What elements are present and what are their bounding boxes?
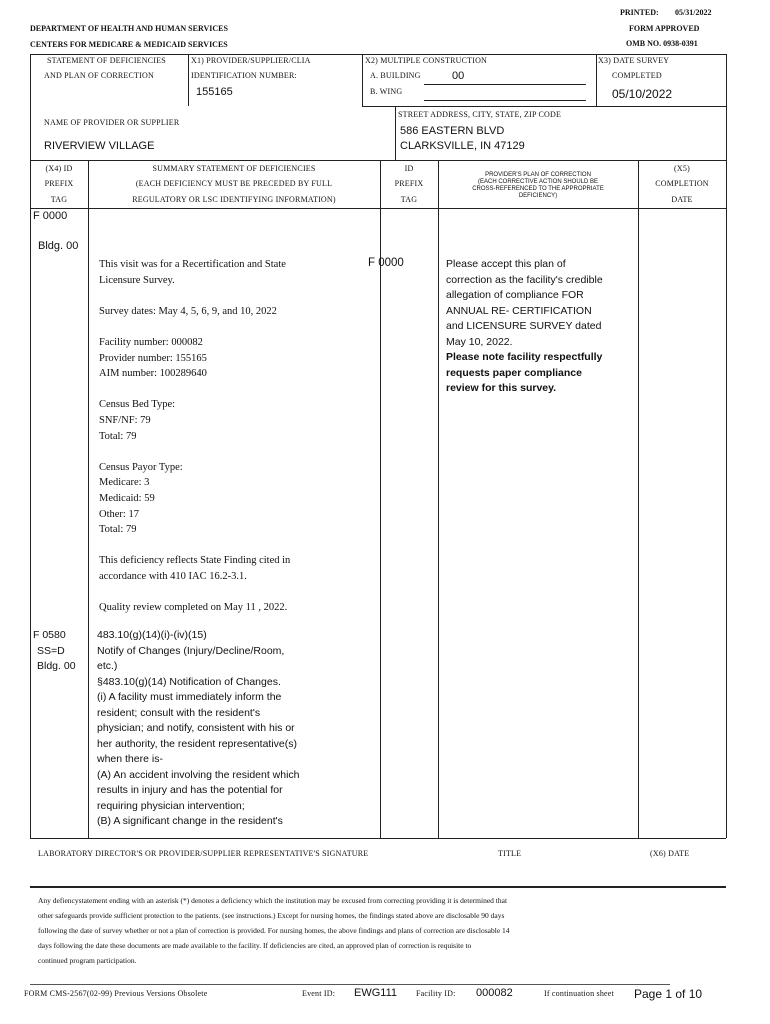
facility-id-label: Facility ID: bbox=[416, 989, 456, 998]
summary-para-7 bbox=[99, 600, 377, 616]
summary-line: Total: 79 bbox=[99, 524, 137, 536]
summary-para-6 bbox=[99, 553, 377, 584]
summary-para-3 bbox=[99, 335, 377, 382]
printed-date: 05/31/2022 bbox=[675, 8, 712, 17]
summary-para-4 bbox=[99, 397, 377, 444]
plan-line: allegation of compliance FOR bbox=[446, 289, 584, 301]
x4-id-header: (X4) ID bbox=[45, 164, 73, 173]
summary-line: This visit was for a Recertification and State bbox=[99, 259, 286, 270]
plan-line: and LICENSURE SURVEY dated bbox=[446, 320, 602, 332]
reg-line: her authority, the resident representative(s) bbox=[97, 737, 297, 750]
reg-line: when there is- bbox=[97, 753, 163, 765]
summary-line: This deficiency reflects State Finding cited in bbox=[99, 555, 291, 567]
x6-date-label: (X6) DATE bbox=[650, 849, 690, 858]
city-state-zip: CLARKSVILLE, IN 47129 bbox=[400, 140, 525, 152]
plan-of-correction-label: AND PLAN OF CORRECTION bbox=[44, 71, 154, 80]
form-approved: FORM APPROVED bbox=[629, 24, 700, 33]
summary-para-5 bbox=[99, 460, 377, 538]
omb-number: OMB NO. 0938-0391 bbox=[626, 39, 698, 48]
summary-line: SNF/NF: 79 bbox=[99, 414, 151, 426]
completed-label: COMPLETED bbox=[612, 71, 662, 80]
plan-bold-line: review for this survey. bbox=[446, 382, 557, 394]
street-address: 586 EASTERN BLVD bbox=[400, 125, 505, 137]
plan-line: Please accept this plan of bbox=[446, 258, 566, 270]
summary-header-3: REGULATORY OR LSC IDENTIFYING INFORMATION) bbox=[132, 195, 336, 204]
id-tag-header: TAG bbox=[400, 195, 418, 204]
summary-header-1: SUMMARY STATEMENT OF DEFICIENCIES bbox=[152, 164, 316, 173]
plan-of-correction-text bbox=[446, 257, 636, 397]
summary-line: Census Bed Type: bbox=[99, 399, 176, 411]
reg-line: 483.10(g)(14)(i)-(iv)(15) bbox=[97, 629, 207, 641]
provider-name-label: NAME OF PROVIDER OR SUPPLIER bbox=[44, 118, 180, 127]
multiple-construction-label: X2) MULTIPLE CONSTRUCTION bbox=[365, 56, 488, 65]
summary-statement bbox=[99, 257, 377, 616]
reg-line: requiring physician intervention; bbox=[97, 799, 245, 812]
printed-label: PRINTED: bbox=[620, 8, 659, 17]
summary-line: Total: 79 bbox=[99, 430, 137, 442]
summary-header-2: (EACH DEFICIENCY MUST BE PRECEDED BY FULL bbox=[135, 179, 333, 188]
provider-id-label: X1) PROVIDER/SUPPLIER/CLIA bbox=[191, 56, 311, 65]
reg-line: §483.10(g)(14) Notification of Changes. bbox=[97, 675, 281, 688]
summary-line: Medicaid: 59 bbox=[99, 492, 155, 504]
tag-f0580-code: F 0580 bbox=[33, 629, 66, 641]
building-label: A. BUILDING bbox=[370, 71, 421, 80]
reg-line: Notify of Changes (Injury/Decline/Room, bbox=[97, 644, 285, 657]
tag-f0580 bbox=[33, 628, 76, 675]
reg-line: physician; and notify, consistent with his or bbox=[97, 722, 295, 734]
x5-header: (X5) bbox=[674, 164, 690, 173]
event-id-label: Event ID: bbox=[302, 989, 336, 998]
notice-line: other safeguards provide sufficient protection to the patients. (see instructions.) Except for nursing homes, the findings stated above are disclosable 90 days bbox=[38, 911, 505, 920]
summary-line: Other: 17 bbox=[99, 508, 139, 520]
plan-line: May 10, 2022. bbox=[446, 335, 513, 348]
f0580-regulation-text bbox=[97, 628, 377, 830]
survey-date-value: 05/10/2022 bbox=[612, 87, 673, 101]
x5-date-header: DATE bbox=[671, 195, 693, 204]
summary-para-1 bbox=[99, 257, 377, 288]
plan-header-1: PROVIDER'S PLAN OF CORRECTION bbox=[485, 172, 591, 178]
provider-id-value: 155165 bbox=[196, 86, 233, 98]
continuation-label: If continuation sheet bbox=[544, 989, 614, 998]
plan-line: ANNUAL RE- CERTIFICATION bbox=[446, 304, 592, 317]
plan-line: correction as the facility's credible bbox=[446, 273, 603, 286]
building-value: 00 bbox=[452, 70, 465, 82]
identification-number-label: IDENTIFICATION NUMBER: bbox=[191, 71, 297, 80]
x4-tag-header: TAG bbox=[50, 195, 68, 204]
summary-line: Provider number: 155165 bbox=[99, 352, 207, 364]
notice-line: days following the date these documents are made available to the facility. If deficiencies are cited, an approved plan of correction is requisite to bbox=[38, 941, 472, 950]
plan-header-2: (EACH CORRECTIVE ACTION SHOULD BE bbox=[477, 179, 599, 185]
event-id-value: EWG111 bbox=[354, 987, 397, 999]
page-number: Page 1 of 10 bbox=[634, 987, 703, 1001]
facility-id-value: 000082 bbox=[476, 987, 513, 999]
summary-line: Licensure Survey. bbox=[99, 274, 175, 286]
statement-label: STATEMENT OF DEFICIENCIES bbox=[47, 56, 166, 65]
summary-line: AIM number: 100289640 bbox=[99, 368, 207, 380]
summary-line: Census Payor Type: bbox=[99, 461, 183, 473]
notice-line: continued program participation. bbox=[38, 956, 137, 965]
reg-line: (B) A significant change in the resident's bbox=[97, 815, 283, 827]
id-header: ID bbox=[404, 164, 414, 173]
summary-line: Quality review completed on May 11 , 2022. bbox=[99, 602, 288, 614]
notice-line: following the date of survey whether or not a plan of correction is provided. For nursing homes, the above findings and plans of correction are disclosable 14 bbox=[38, 926, 510, 935]
x4-prefix-header: PREFIX bbox=[44, 179, 74, 188]
summary-line: accordance with 410 IAC 16.2-3.1. bbox=[99, 570, 247, 582]
reg-line: resident; consult with the resident's bbox=[97, 706, 261, 719]
title-label: TITLE bbox=[498, 849, 522, 858]
provider-name: RIVERVIEW VILLAGE bbox=[44, 140, 155, 152]
plan-bold-line: Please note facility respectfully bbox=[446, 351, 603, 363]
summary-line: Survey dates: May 4, 5, 6, 9, and 10, 2022 bbox=[99, 305, 277, 317]
plan-header-4: DEFICIENCY) bbox=[518, 193, 558, 199]
id-prefix-header: PREFIX bbox=[394, 179, 424, 188]
summary-line: Medicare: 3 bbox=[99, 477, 150, 489]
plan-header bbox=[440, 172, 636, 200]
disclosure-notice bbox=[38, 893, 718, 968]
date-survey-label: X3) DATE SURVEY bbox=[598, 56, 670, 65]
wing-label: B. WING bbox=[370, 87, 403, 96]
address-label: STREET ADDRESS, CITY, STATE, ZIP CODE bbox=[398, 110, 562, 119]
summary-line: Facility number: 000082 bbox=[99, 336, 203, 348]
plan-bold-line: requests paper compliance bbox=[446, 366, 582, 379]
scope-severity: SS=D bbox=[37, 644, 65, 657]
bldg-00-f0580: Bldg. 00 bbox=[37, 660, 76, 672]
id-tag-f0000: F 0000 bbox=[368, 257, 404, 269]
reg-line: (i) A facility must immediately inform the bbox=[97, 691, 282, 703]
reg-line: (A) An accident involving the resident which bbox=[97, 768, 300, 781]
notice-line: Any defiencystatement ending with an asterisk (*) denotes a deficiency which the institution may be excused from correcting providing it is determined that bbox=[38, 896, 508, 905]
signature-label: LABORATORY DIRECTOR'S OR PROVIDER/SUPPLIER REPRESENTATIVE'S SIGNATURE bbox=[38, 849, 369, 858]
form-number: FORM CMS-2567(02-99) Previous Versions Obsolete bbox=[24, 989, 208, 998]
plan-header-3: CROSS-REFERENCED TO THE APPROPRIATE bbox=[472, 186, 604, 192]
x5-completion-header: COMPLETION bbox=[655, 179, 709, 188]
reg-line: etc.) bbox=[97, 660, 118, 672]
bldg-00: Bldg. 00 bbox=[38, 240, 79, 252]
reg-line: results in injury and has the potential for bbox=[97, 784, 283, 796]
centers-title: CENTERS FOR MEDICARE & MEDICAID SERVICES bbox=[30, 40, 228, 49]
summary-para-2 bbox=[99, 304, 377, 320]
department-title: DEPARTMENT OF HEALTH AND HUMAN SERVICES bbox=[30, 24, 228, 33]
tag-f0000: F 0000 bbox=[33, 210, 68, 222]
